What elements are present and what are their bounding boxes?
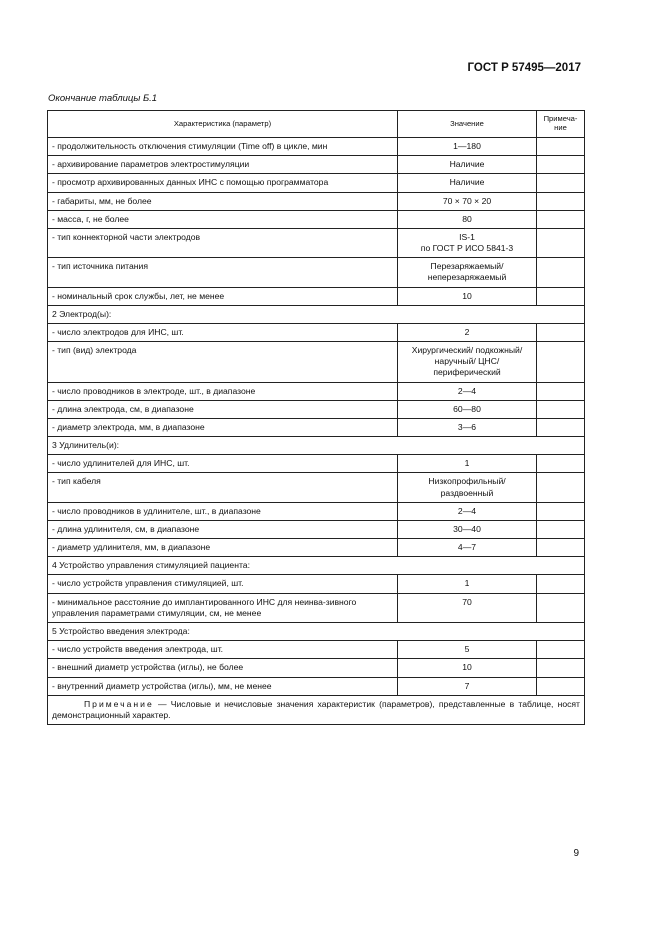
table-header-row <box>48 111 585 138</box>
param-cell: - число проводников в электроде, шт., в диапазоне <box>48 382 398 400</box>
value-cell <box>398 418 537 436</box>
value-cell <box>398 210 537 228</box>
footnote-text: — Числовые и нечисловые значения характеристик (параметров), представленные в таблице, носят демонстрационный характер. <box>52 698 580 720</box>
param-cell: - число устройств управления стимуляцией, шт. <box>48 575 398 593</box>
value-line: IS-1 <box>459 231 475 242</box>
note-cell <box>537 400 585 418</box>
param-cell: - архивирование параметров электростимуляции <box>48 156 398 174</box>
param-cell: - просмотр архивированных данных ИНС с помощью программатора <box>48 174 398 192</box>
table-row <box>48 382 585 400</box>
note-cell <box>537 473 585 502</box>
note-cell <box>537 502 585 520</box>
value-line: неперезаряжаемый <box>427 272 507 283</box>
value-line: Наличие <box>449 159 485 170</box>
table-row <box>48 473 585 502</box>
table-section-row <box>48 622 585 640</box>
param-cell: - номинальный срок службы, лет, не менее <box>48 287 398 305</box>
table-row <box>48 342 585 383</box>
value-cell <box>398 287 537 305</box>
table-row <box>48 593 585 622</box>
value-line: 70 <box>462 596 472 607</box>
value-line: 4—7 <box>457 542 477 553</box>
note-cell <box>537 539 585 557</box>
table-row <box>48 138 585 156</box>
value-cell <box>398 138 537 156</box>
value-cell <box>398 502 537 520</box>
note-cell <box>537 156 585 174</box>
value-line: 10 <box>462 662 472 673</box>
value-line: 60—80 <box>453 403 481 414</box>
table-row <box>48 418 585 436</box>
table-row <box>48 174 585 192</box>
param-cell: - масса, г, не более <box>48 210 398 228</box>
value-line: 70 × 70 × 20 <box>442 195 492 206</box>
value-line: 1 <box>464 578 470 589</box>
value-cell <box>398 641 537 659</box>
document-header: ГОСТ Р 57495—2017 <box>467 62 581 74</box>
note-cell <box>537 210 585 228</box>
table-row <box>48 539 585 557</box>
param-cell: - продолжительность отключения стимуляции (Time off) в цикле, мин <box>48 138 398 156</box>
value-line: 80 <box>462 213 472 224</box>
note-cell <box>537 342 585 383</box>
value-line: 2—4 <box>457 505 477 516</box>
value-cell <box>398 228 537 257</box>
value-line: наручный/ ЦНС/ <box>434 356 500 367</box>
value-cell <box>398 593 537 622</box>
note-cell <box>537 228 585 257</box>
value-line: 2 <box>464 326 470 337</box>
specification-table <box>47 110 585 725</box>
table-row <box>48 323 585 341</box>
note-cell <box>537 382 585 400</box>
table-row <box>48 287 585 305</box>
section-title: 4 Устройство управления стимуляцией пациента: <box>48 557 585 575</box>
param-cell: - минимальное расстояние до имплантированного ИНС для неинва-зивного управления параметрами стимуляции, см, не менее <box>48 593 398 622</box>
note-cell <box>537 593 585 622</box>
value-cell <box>398 575 537 593</box>
param-cell: - внутренний диаметр устройства (иглы), мм, не менее <box>48 677 398 695</box>
param-cell: - внешний диаметр устройства (иглы), не более <box>48 659 398 677</box>
param-cell: - габариты, мм, не более <box>48 192 398 210</box>
param-cell: - тип коннекторной части электродов <box>48 228 398 257</box>
note-cell <box>537 418 585 436</box>
table-body <box>48 138 585 696</box>
note-cell <box>537 174 585 192</box>
param-cell: - тип источника питания <box>48 258 398 287</box>
value-line: Низкопрофильный/ <box>428 476 506 487</box>
value-line: Перезаряжаемый/ <box>430 261 504 272</box>
note-cell <box>537 520 585 538</box>
param-cell: - тип (вид) электрода <box>48 342 398 383</box>
value-cell <box>398 174 537 192</box>
value-cell <box>398 539 537 557</box>
value-line: 7 <box>464 680 470 691</box>
value-cell <box>398 455 537 473</box>
value-line: Наличие <box>449 177 485 188</box>
table-row <box>48 455 585 473</box>
column-header-param: Характеристика (параметр) <box>48 111 398 138</box>
value-cell <box>398 677 537 695</box>
section-title: 2 Электрод(ы): <box>48 305 585 323</box>
note-cell <box>537 677 585 695</box>
column-header-value: Значение <box>398 111 537 138</box>
table-section-row <box>48 437 585 455</box>
table-row <box>48 659 585 677</box>
value-line: 3—6 <box>457 421 477 432</box>
value-line: 5 <box>464 644 470 655</box>
table-row <box>48 258 585 287</box>
value-cell <box>398 192 537 210</box>
note-cell <box>537 258 585 287</box>
table-row <box>48 210 585 228</box>
value-cell <box>398 258 537 287</box>
table-row <box>48 156 585 174</box>
value-line: 30—40 <box>453 523 481 534</box>
table-row <box>48 192 585 210</box>
value-line: 2—4 <box>457 385 477 396</box>
footnote-row <box>48 695 585 724</box>
table-row <box>48 228 585 257</box>
value-cell <box>398 659 537 677</box>
value-cell <box>398 342 537 383</box>
footnote-label: Примечание <box>84 698 154 709</box>
table-row <box>48 520 585 538</box>
note-cell <box>537 323 585 341</box>
param-cell: - тип кабеля <box>48 473 398 502</box>
table-row <box>48 677 585 695</box>
note-cell <box>537 575 585 593</box>
param-cell: - длина электрода, см, в диапазоне <box>48 400 398 418</box>
table-section-row <box>48 557 585 575</box>
value-cell <box>398 473 537 502</box>
value-cell <box>398 156 537 174</box>
value-line: по ГОСТ Р ИСО 5841-3 <box>420 243 514 254</box>
section-title: 5 Устройство введения электрода: <box>48 622 585 640</box>
value-line: раздвоенный <box>440 487 494 498</box>
value-line: периферический <box>433 367 501 378</box>
value-line: 1 <box>464 458 470 469</box>
table-section-row <box>48 305 585 323</box>
param-cell: - число электродов для ИНС, шт. <box>48 323 398 341</box>
table-row <box>48 641 585 659</box>
note-cell <box>537 138 585 156</box>
note-cell <box>537 192 585 210</box>
page-number: 9 <box>573 848 579 859</box>
table-row <box>48 502 585 520</box>
column-header-note <box>537 111 585 138</box>
value-cell <box>398 400 537 418</box>
value-line: 10 <box>462 290 472 301</box>
value-line: 1—180 <box>453 141 481 151</box>
param-cell: - диаметр удлинителя, мм, в диапазоне <box>48 539 398 557</box>
section-title: 3 Удлинитель(и): <box>48 437 585 455</box>
table-footnote <box>48 695 585 724</box>
param-cell: - диаметр электрода, мм, в диапазоне <box>48 418 398 436</box>
value-cell <box>398 382 537 400</box>
value-cell <box>398 323 537 341</box>
table-caption: Окончание таблицы Б.1 <box>48 93 158 104</box>
table-row <box>48 400 585 418</box>
param-cell: - число удлинителей для ИНС, шт. <box>48 455 398 473</box>
note-cell <box>537 455 585 473</box>
column-header-note-line1: Примеча- <box>543 114 578 124</box>
param-cell: - длина удлинителя, см, в диапазоне <box>48 520 398 538</box>
value-cell <box>398 520 537 538</box>
note-cell <box>537 641 585 659</box>
table-row <box>48 575 585 593</box>
param-cell: - число устройств введения электрода, шт. <box>48 641 398 659</box>
column-header-note-line2: ние <box>554 123 567 132</box>
note-cell <box>537 659 585 677</box>
note-cell <box>537 287 585 305</box>
param-cell: - число проводников в удлинителе, шт., в диапазоне <box>48 502 398 520</box>
value-line: Хирургический/ подкожный/ <box>411 345 523 356</box>
